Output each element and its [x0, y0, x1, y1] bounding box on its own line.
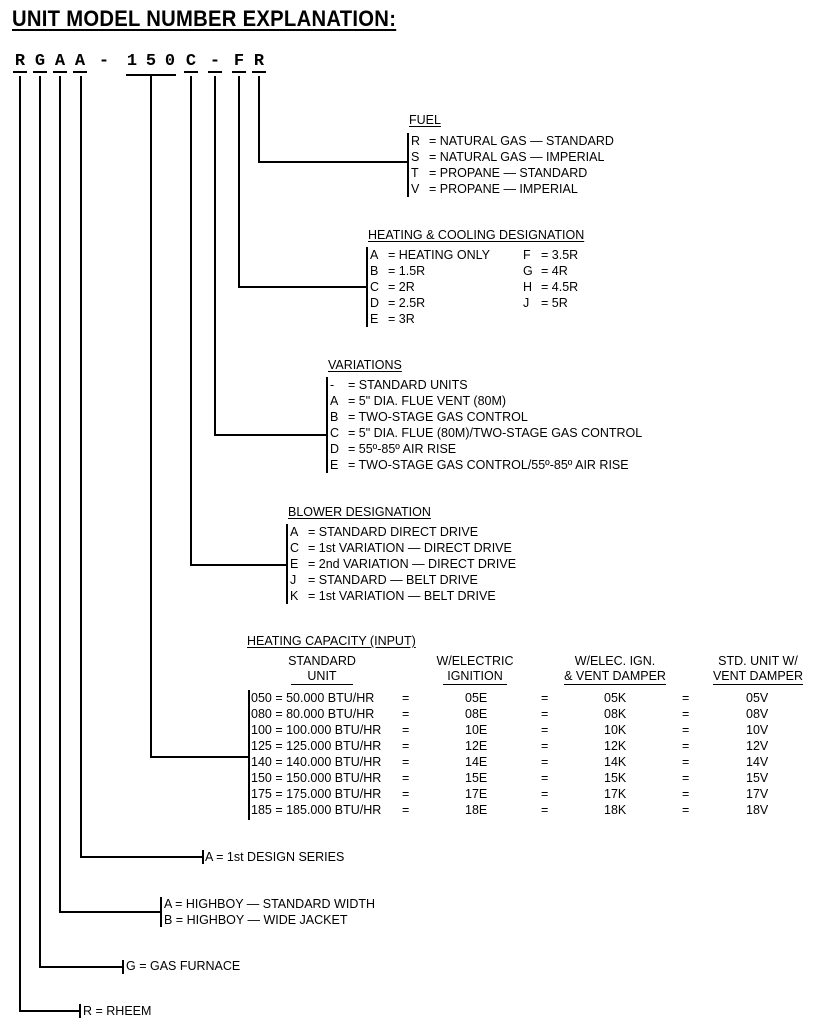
connector-variation — [214, 76, 216, 435]
capacity-bracket — [248, 690, 250, 820]
item-key: R — [411, 134, 421, 148]
cell-standard: 185 = 185.000 BTU/HR — [251, 803, 382, 817]
item-key: C — [330, 426, 340, 440]
item-key: F — [523, 248, 531, 262]
list-item — [290, 588, 496, 604]
item-key: A — [330, 394, 339, 408]
connector-cabinet-h — [59, 911, 160, 913]
code-char-series: A — [74, 52, 86, 71]
item-desc: = 4.5R — [541, 280, 579, 294]
item-key: C — [290, 541, 300, 555]
fuel-bracket — [407, 133, 409, 197]
code-char-heating-cooling: F — [233, 52, 245, 71]
connector-blower — [190, 76, 192, 565]
heating-cooling-title: HEATING & COOLING DESIGNATION — [368, 228, 585, 242]
header-line: W/ELEC. IGN. — [574, 654, 656, 668]
connector-capacity-h — [150, 756, 248, 758]
code-char-fuel: R — [253, 52, 265, 71]
list-item — [370, 263, 425, 279]
connector-type — [39, 76, 41, 967]
cell-electric: 12E — [465, 739, 488, 753]
cell-elec-vent: 08K — [604, 707, 627, 721]
cell-std-vent: 17V — [746, 787, 769, 801]
cell-standard: 050 = 50.000 BTU/HR — [251, 691, 375, 705]
item-key: V — [411, 182, 420, 196]
header-line: W/ELECTRIC — [436, 654, 514, 668]
cell-electric: 18E — [465, 803, 488, 817]
item-desc: = 55º-85º AIR RISE — [348, 442, 457, 456]
item-desc: = 5" DIA. FLUE (80M)/TWO-STAGE GAS CONTROL — [348, 426, 643, 440]
item-key: K — [290, 589, 299, 603]
item-desc: = TWO-STAGE GAS CONTROL — [348, 410, 528, 424]
list-item — [370, 279, 415, 295]
cell-standard: 140 = 140.000 BTU/HR — [251, 755, 382, 769]
connector-heating-cooling-h — [238, 286, 368, 288]
cell-elec-vent: 05K — [604, 691, 627, 705]
item-desc: = STANDARD UNITS — [348, 378, 468, 392]
cell-eq: = — [682, 723, 690, 737]
cell-electric: 14E — [465, 755, 488, 769]
product-type-bracket — [122, 960, 124, 974]
cell-eq: = — [541, 803, 549, 817]
heating-cooling-bracket — [366, 247, 368, 327]
cell-eq: = — [541, 723, 549, 737]
header-line: IGNITION — [443, 669, 507, 685]
brand-bracket — [79, 1004, 81, 1018]
header-line: VENT DAMPER — [712, 669, 804, 683]
list-item: G = GAS FURNACE — [126, 959, 241, 973]
cell-std-vent: 18V — [746, 803, 769, 817]
list-item — [330, 457, 629, 473]
cell-standard: 100 = 100.000 BTU/HR — [251, 723, 382, 737]
cell-eq: = — [682, 691, 690, 705]
list-item — [411, 133, 614, 149]
item-desc: = 2nd VARIATION — DIRECT DRIVE — [308, 557, 517, 571]
cell-eq: = — [402, 787, 410, 801]
col-header-electric — [425, 654, 525, 685]
cell-elec-vent: 17K — [604, 787, 627, 801]
item-key: J — [523, 296, 530, 310]
item-desc: = 1st VARIATION — BELT DRIVE — [308, 589, 496, 603]
col-header-std-vent — [703, 654, 813, 685]
item-desc: = TWO-STAGE GAS CONTROL/55º-85º AIR RISE — [348, 458, 629, 472]
list-item: B = HIGHBOY — WIDE JACKET — [164, 913, 348, 927]
item-key: E — [370, 312, 379, 326]
item-desc: = 4R — [541, 264, 568, 278]
list-item — [290, 540, 512, 556]
item-key: - — [330, 378, 335, 392]
item-desc: = 1st VARIATION — DIRECT DRIVE — [308, 541, 512, 555]
list-item — [330, 425, 642, 441]
cell-eq: = — [682, 771, 690, 785]
list-item — [411, 149, 604, 165]
list-item — [523, 247, 578, 263]
item-desc: = 3.5R — [541, 248, 579, 262]
list-item — [523, 279, 578, 295]
connector-series-h — [80, 856, 202, 858]
list-item — [370, 311, 415, 327]
list-item — [411, 165, 587, 181]
design-series-bracket — [202, 850, 204, 864]
cell-elec-vent: 12K — [604, 739, 627, 753]
code-char-capacity-3: 0 — [164, 52, 176, 71]
cell-eq: = — [402, 739, 410, 753]
cell-eq: = — [402, 723, 410, 737]
list-item — [330, 377, 468, 393]
list-item — [290, 572, 478, 588]
connector-heating-cooling — [238, 76, 240, 287]
cell-std-vent: 14V — [746, 755, 769, 769]
item-desc: = PROPANE — STANDARD — [429, 166, 588, 180]
code-char-brand: R — [14, 52, 26, 71]
list-item — [523, 295, 568, 311]
cell-std-vent: 08V — [746, 707, 769, 721]
list-item: R = RHEEM — [83, 1004, 152, 1018]
cell-eq: = — [402, 771, 410, 785]
cell-electric: 08E — [465, 707, 488, 721]
item-key: E — [290, 557, 299, 571]
item-desc: = STANDARD DIRECT DRIVE — [308, 525, 479, 539]
cell-electric: 17E — [465, 787, 488, 801]
code-char-capacity-2: 5 — [145, 52, 157, 71]
item-key: A — [290, 525, 299, 539]
code-char-cabinet: A — [54, 52, 66, 71]
item-key: E — [330, 458, 339, 472]
list-item — [290, 556, 516, 572]
cell-standard: 080 = 80.000 BTU/HR — [251, 707, 375, 721]
connector-cabinet — [59, 76, 61, 912]
item-desc: = 1.5R — [388, 264, 426, 278]
item-key: H — [523, 280, 533, 294]
cell-eq: = — [402, 691, 410, 705]
connector-brand-h — [19, 1010, 79, 1012]
code-char-variation: - — [209, 52, 221, 71]
cell-elec-vent: 15K — [604, 771, 627, 785]
header-line: UNIT — [291, 669, 352, 685]
cell-eq: = — [541, 755, 549, 769]
cell-electric: 10E — [465, 723, 488, 737]
connector-brand — [19, 76, 21, 1011]
variations-bracket — [326, 377, 328, 473]
cell-std-vent: 12V — [746, 739, 769, 753]
item-key: C — [370, 280, 380, 294]
item-key: S — [411, 150, 420, 164]
list-item: A = 1st DESIGN SERIES — [205, 850, 345, 864]
cell-eq: = — [541, 771, 549, 785]
list-item — [330, 393, 506, 409]
col-header-standard — [262, 654, 382, 685]
cell-eq: = — [541, 739, 549, 753]
cell-eq: = — [682, 739, 690, 753]
list-item — [523, 263, 568, 279]
item-desc: = 5" DIA. FLUE VENT (80M) — [348, 394, 507, 408]
cell-eq: = — [541, 707, 549, 721]
cell-elec-vent: 14K — [604, 755, 627, 769]
code-char-dash: - — [98, 52, 110, 71]
item-key: D — [370, 296, 380, 310]
cell-eq: = — [682, 755, 690, 769]
cell-elec-vent: 18K — [604, 803, 627, 817]
list-item: A = HIGHBOY — STANDARD WIDTH — [164, 897, 376, 911]
col-header-elec-vent — [555, 654, 675, 685]
item-key: J — [290, 573, 297, 587]
list-item — [411, 181, 578, 197]
cell-eq: = — [541, 691, 549, 705]
code-char-blower: C — [185, 52, 197, 71]
list-item — [330, 441, 456, 457]
page-title: UNIT MODEL NUMBER EXPLANATION: — [12, 6, 397, 31]
connector-fuel — [258, 76, 260, 162]
cell-eq: = — [541, 787, 549, 801]
list-item — [330, 409, 528, 425]
cell-eq: = — [682, 707, 690, 721]
item-key: B — [330, 410, 339, 424]
cell-standard: 125 = 125.000 BTU/HR — [251, 739, 382, 753]
item-desc: = STANDARD — BELT DRIVE — [308, 573, 478, 587]
header-line: & VENT DAMPER — [564, 669, 666, 683]
connector-capacity — [150, 76, 152, 757]
code-char-type: G — [34, 52, 46, 71]
cell-electric: 05E — [465, 691, 488, 705]
cell-eq: = — [682, 787, 690, 801]
header-line: STD. UNIT W/ — [718, 654, 798, 668]
variations-title: VARIATIONS — [328, 358, 402, 372]
connector-blower-h — [190, 564, 286, 566]
list-item — [370, 247, 490, 263]
connector-fuel-h — [258, 161, 408, 163]
item-desc: = 3R — [388, 312, 415, 326]
item-desc: = PROPANE — IMPERIAL — [429, 182, 578, 196]
code-char-capacity-1: 1 — [126, 52, 138, 71]
connector-type-h — [39, 966, 122, 968]
item-desc: = 2.5R — [388, 296, 426, 310]
cell-std-vent: 05V — [746, 691, 769, 705]
cell-std-vent: 15V — [746, 771, 769, 785]
fuel-title: FUEL — [409, 113, 441, 127]
item-desc: = 2R — [388, 280, 415, 294]
item-key: D — [330, 442, 340, 456]
cell-std-vent: 10V — [746, 723, 769, 737]
item-key: B — [370, 264, 379, 278]
cell-eq: = — [402, 803, 410, 817]
blower-title: BLOWER DESIGNATION — [288, 505, 431, 519]
cell-elec-vent: 10K — [604, 723, 627, 737]
item-desc: = NATURAL GAS — STANDARD — [429, 134, 614, 148]
cell-eq: = — [682, 803, 690, 817]
cell-eq: = — [402, 707, 410, 721]
item-desc: = NATURAL GAS — IMPERIAL — [429, 150, 605, 164]
item-key: G — [523, 264, 533, 278]
heating-capacity-title: HEATING CAPACITY (INPUT) — [247, 634, 416, 648]
cell-eq: = — [402, 755, 410, 769]
header-line: STANDARD — [288, 654, 356, 668]
item-desc: = 5R — [541, 296, 568, 310]
connector-series — [80, 76, 82, 857]
item-key: A — [370, 248, 379, 262]
cabinet-bracket — [160, 897, 162, 927]
cell-electric: 15E — [465, 771, 488, 785]
connector-variation-h — [214, 434, 326, 436]
cell-standard: 175 = 175.000 BTU/HR — [251, 787, 382, 801]
blower-bracket — [286, 524, 288, 604]
cell-standard: 150 = 150.000 BTU/HR — [251, 771, 382, 785]
item-key: T — [411, 166, 419, 180]
item-desc: = HEATING ONLY — [388, 248, 490, 262]
list-item — [290, 524, 478, 540]
list-item — [370, 295, 425, 311]
